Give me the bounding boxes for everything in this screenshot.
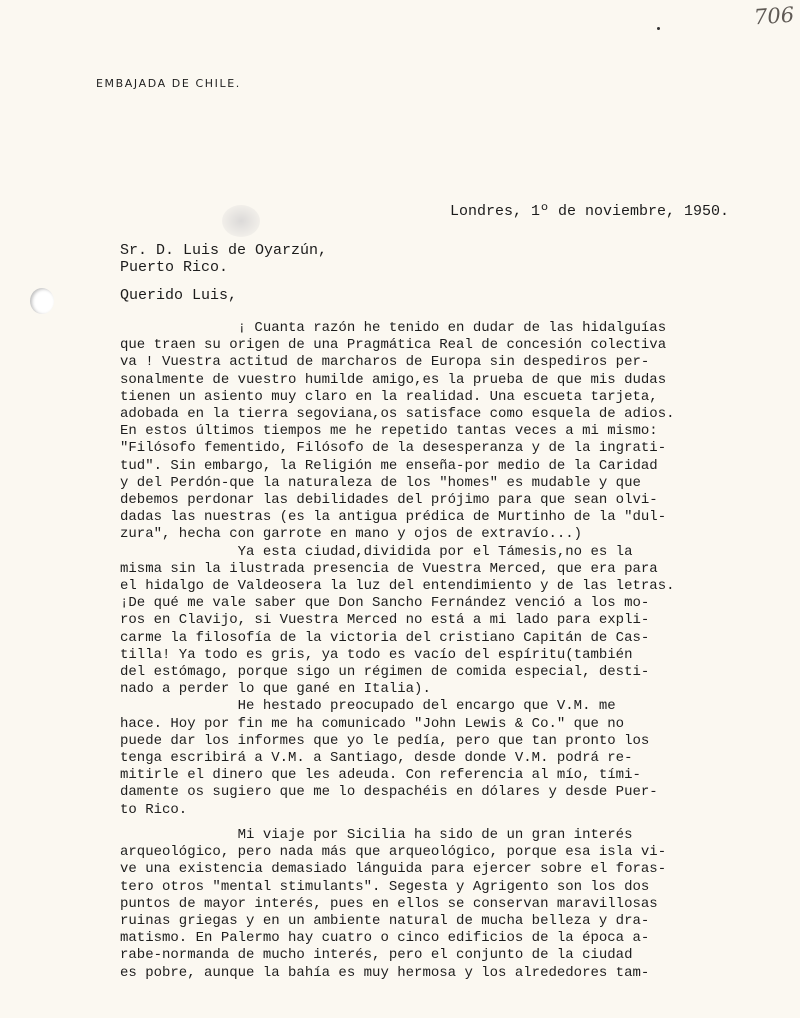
addressee-location: Puerto Rico. (120, 259, 229, 276)
text-line: tud". Sin embargo, la Religión me enseña-por medio de la Caridad (120, 457, 658, 474)
text-line: del estómago, porque sigo un régimen de comida especial, desti- (120, 664, 650, 681)
body-paragraph (120, 827, 780, 982)
text-line: puede dar los informes que yo le pedía, pero que tan pronto los (120, 732, 650, 749)
text-line: tenga escribirá a V.M. a Santiago, desde donde V.M. podrá re- (120, 750, 633, 767)
letterhead: EMBAJADA DE CHILE. (96, 77, 241, 90)
text-line: sonalmente de vuestro humilde amigo,es la prueba de que mis dudas (120, 371, 667, 388)
text-line: zura", hecha con garrote en mano y ojos de extravío...) (120, 526, 583, 543)
punch-hole (30, 288, 54, 314)
letter-body (120, 320, 780, 982)
text-line: puntos de mayor interés, pues en ellos se conservan maravillosas (120, 895, 658, 912)
body-paragraph (120, 320, 780, 544)
text-line: "Filósofo fementido, Filósofo de la desesperanza y de la ingrati- (120, 440, 667, 457)
text-line: debemos perdonar las debilidades del prójimo para que sean olvi- (120, 492, 658, 509)
text-line: mitirle el dinero que les adeuda. Con referencia al mío, tími- (120, 767, 641, 784)
dateline: Londres, 1º de noviembre, 1950. (450, 203, 730, 220)
text-line: matismo. En Palermo hay cuatro o cinco edificios de la época a- (120, 930, 650, 947)
text-line: carme la filosofía de la victoria del cristiano Capitán de Cas- (120, 629, 650, 646)
text-line: Ya esta ciudad,dividida por el Támesis,no es la (120, 543, 633, 560)
text-line: adobada en la tierra segoviana,os satisface como esquela de adios. (120, 406, 675, 423)
body-paragraph (120, 544, 780, 699)
text-line: He hestado preocupado del encargo que V.M. me (120, 698, 616, 715)
text-line: ve una existencia demasiado lánguida para ejercer sobre el foras- (120, 861, 667, 878)
text-line: arqueológico, pero nada más que arqueológico, porque esa isla vi- (120, 844, 667, 861)
text-line: que traen su origen de una Pragmática Real de concesión colectiva (120, 337, 667, 354)
text-line: tienen un asiento muy claro en la realidad. Una escueta tarjeta, (120, 388, 658, 405)
text-line: misma sin la ilustrada presencia de Vuestra Merced, que era para (120, 560, 658, 577)
text-line: y del Perdón-que la naturaleza de los "homes" es mudable y que (120, 474, 641, 491)
text-line: va ! Vuestra actitud de marcharos de Europa sin despediros per- (120, 354, 650, 371)
text-line: ros en Clavijo, si Vuestra Merced no está a mi lado para expli- (120, 612, 650, 629)
body-paragraph (120, 698, 780, 818)
text-line: es pobre, aunque la bahía es muy hermosa y los alrededores tam- (120, 964, 650, 981)
text-line: ¡De qué me vale saber que Don Sancho Fernández venció a los mo- (120, 595, 650, 612)
ink-smudge (222, 205, 260, 237)
text-line: tero otros "mental stimulants". Segesta y Agrigento son los dos (120, 878, 650, 895)
text-line: dadas las nuestras (es la antigua prédica de Murtinho de la "dul- (120, 509, 667, 526)
text-line: damente os sugiero que me lo despachéis en dólares y desde Puer- (120, 784, 658, 801)
addressee-block (120, 242, 327, 276)
text-line: rabe-normanda de mucho interés, pero el conjunto de la ciudad (120, 947, 633, 964)
text-line: ruinas griegas y en un ambiente natural de mucha belleza y dra- (120, 912, 650, 929)
text-line: hace. Hoy por fin me ha comunicado "John Lewis & Co." que no (120, 715, 625, 732)
text-line: tilla! Ya todo es gris, ya todo es vacío del espíritu(también (120, 646, 633, 663)
text-line: ¡ Cuanta razón he tenido en dudar de las hidalguías (120, 320, 667, 336)
text-line: nado a perder lo que gané en Italia). (120, 681, 431, 698)
addressee-name: Sr. D. Luis de Oyarzún, (120, 242, 328, 259)
text-line: el hidalgo de Valdeosera la luz del entendimiento y de las letras. (120, 578, 675, 595)
text-line: to Rico. (120, 801, 188, 818)
handwritten-page-number: 706 (753, 2, 795, 30)
text-line: En estos últimos tiempos me he repetido tantas veces a mi mismo: (120, 423, 658, 440)
salutation: Querido Luis, (120, 287, 238, 304)
ink-dot (657, 27, 660, 30)
text-line: Mi viaje por Sicilia ha sido de un gran interés (120, 826, 633, 843)
